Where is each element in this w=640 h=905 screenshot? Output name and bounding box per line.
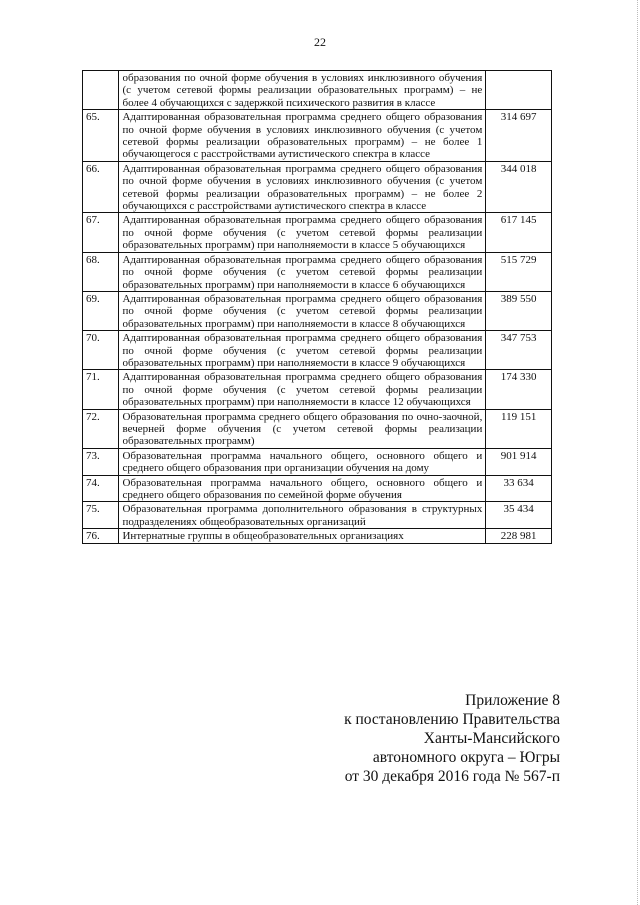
page-edge [634,0,638,905]
row-description: Образовательная программа дополнительного образования в структурных подразделениях общеобразовательных организаций [119,502,486,529]
table-row [83,409,552,448]
row-value: 33 634 [486,475,552,502]
row-number: 73. [83,448,119,475]
appendix-region: Ханты-Мансийского [423,730,560,747]
row-number: 66. [83,161,119,213]
row-number [83,71,119,110]
row-number: 75. [83,502,119,529]
row-value: 389 550 [486,291,552,330]
appendix-title: Приложение 8 [465,692,560,709]
row-number: 68. [83,252,119,291]
row-description: Интернатные группы в общеобразовательных организациях [119,529,486,543]
table-row [83,370,552,409]
table-row [83,331,552,370]
row-number: 69. [83,291,119,330]
row-value: 347 753 [486,331,552,370]
row-description: образования по очной форме обучения в условиях инклюзивного обучения (с учетом сетевой формы реализации образовательных программ) – не более 4 обучающихся с задержкой психического развития в классе [119,71,486,110]
row-number: 71. [83,370,119,409]
normatives-table [82,70,552,544]
table-row [83,448,552,475]
row-description: Адаптированная образовательная программа среднего общего образования по очной форме обучения (с учетом сетевой формы реализации образовательных программ) при наполняемости в классе 8 обучающихся [119,291,486,330]
row-number: 72. [83,409,119,448]
row-description: Адаптированная образовательная программа среднего общего образования по очной форме обучения (с учетом сетевой формы реализации образовательных программ) при наполняемости в классе 6 обучающихся [119,252,486,291]
table-row [83,213,552,252]
table-row [83,529,552,543]
row-number: 70. [83,331,119,370]
row-description: Адаптированная образовательная программа среднего общего образования по очной форме обучения в условиях инклюзивного обучения (с учетом сетевой формы реализации образовательных программ) – не более 1 обучающегося с расстройствами аутистического спектра в классе [119,110,486,162]
row-number: 65. [83,110,119,162]
row-number: 74. [83,475,119,502]
row-value: 515 729 [486,252,552,291]
row-value: 35 434 [486,502,552,529]
row-value [486,71,552,110]
row-number: 76. [83,529,119,543]
table-row [83,502,552,529]
row-description: Адаптированная образовательная программа среднего общего образования по очной форме обучения (с учетом сетевой формы реализации образовательных программ) при наполняемости в классе 5 обучающихся [119,213,486,252]
appendix-date-number: от 30 декабря 2016 года № 567-п [344,768,560,785]
row-value: 228 981 [486,529,552,543]
row-description: Образовательная программа начального общего, основного общего и среднего общего образования по семейной форме обучения [119,475,486,502]
page-number: 22 [314,35,326,49]
table-row [83,161,552,213]
row-description: Образовательная программа среднего общего образования по очно-заочной, вечерней форме обучения (с учетом сетевой формы реализации образовательных программ) [119,409,486,448]
row-value: 119 151 [486,409,552,448]
table-row [83,475,552,502]
row-description: Образовательная программа начального общего, основного общего и среднего общего образования при организации обучения на дому [119,448,486,475]
appendix-reference: к постановлению Правительства [344,711,560,728]
row-value: 174 330 [486,370,552,409]
row-description: Адаптированная образовательная программа среднего общего образования по очной форме обучения (с учетом сетевой формы реализации образовательных программ) при наполняемости в классе 12 обучающихся [119,370,486,409]
row-value: 901 914 [486,448,552,475]
appendix-okrug: автономного округа – Югры [372,749,560,766]
row-description: Адаптированная образовательная программа среднего общего образования по очной форме обучения в условиях инклюзивного обучения (с учетом сетевой формы реализации образовательных программ) – не более 2 обучающихся с расстройствами аутистического спектра в классе [119,161,486,213]
row-value: 314 697 [486,110,552,162]
table-row [83,291,552,330]
table-body [83,71,552,544]
row-description: Адаптированная образовательная программа среднего общего образования по очной форме обучения (с учетом сетевой формы реализации образовательных программ) при наполняемости в классе 9 обучающихся [119,331,486,370]
table-row [83,71,552,110]
table-row [83,110,552,162]
row-number: 67. [83,213,119,252]
row-value: 617 145 [486,213,552,252]
appendix-header [240,691,560,786]
table-row [83,252,552,291]
row-value: 344 018 [486,161,552,213]
